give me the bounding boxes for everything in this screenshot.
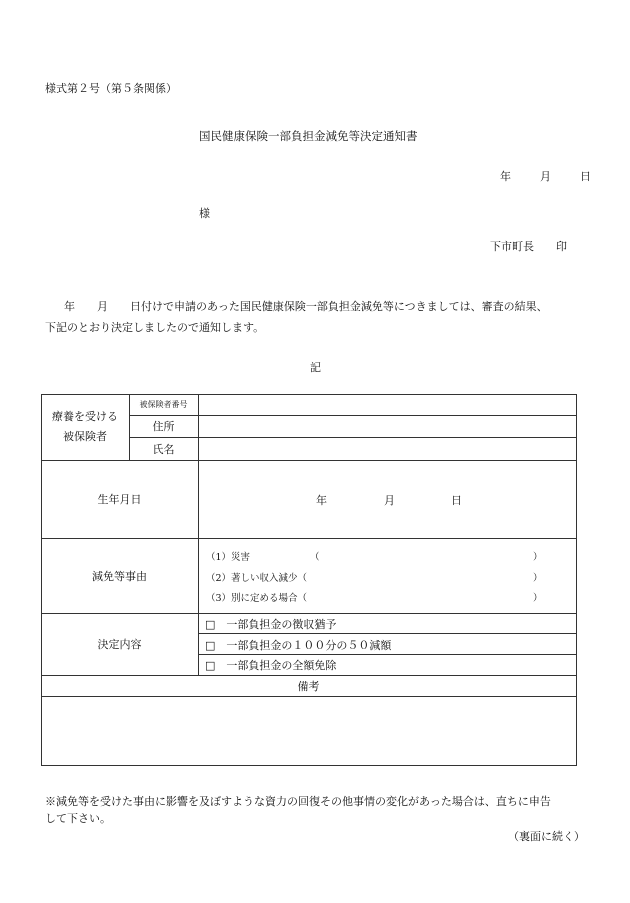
row-divider xyxy=(41,696,576,697)
reason-income: （2）著しい収入減少（ xyxy=(206,573,308,584)
reason-disaster-open: （ xyxy=(310,552,320,563)
continued-note: （裏面に続く） xyxy=(508,830,585,843)
reason-income-close: ） xyxy=(533,573,543,584)
issue-date xyxy=(500,168,591,184)
row-divider xyxy=(198,633,576,634)
footer-note-line2: して下さい。 xyxy=(45,812,111,825)
decision-option-half-reduction[interactable]: □ 一部負担金の１００分の５０減額 xyxy=(205,639,392,652)
insured-label-line2: 被保険者 xyxy=(63,430,107,443)
insured-label-line1: 療養を受ける xyxy=(52,410,118,423)
reason-disaster-close: ） xyxy=(533,552,543,563)
form-number: 様式第２号（第５条関係） xyxy=(45,82,177,95)
birth-label: 生年月日 xyxy=(97,493,142,506)
date-day: 日 xyxy=(580,170,591,183)
document-title: 国民健康保険一部負担金減免等決定通知書 xyxy=(199,129,418,143)
ki-heading: 記 xyxy=(310,361,321,374)
reason-other-close: ） xyxy=(533,593,543,604)
decision-label: 決定内容 xyxy=(97,638,142,651)
body-text-line1: 年 月 日付けで申請のあった国民健康保険一部負担金減免等につきましては、審査の結果、 xyxy=(64,300,548,313)
reason-disaster: （1）災害 xyxy=(206,552,251,563)
row-divider xyxy=(198,654,576,655)
date-year: 年 xyxy=(500,170,511,183)
reason-other: （3）別に定める場合（ xyxy=(206,593,308,604)
body-text-line2: 下記のとおり決定しましたので通知します。 xyxy=(45,321,265,334)
birth-month: 月 xyxy=(384,494,395,507)
remarks-label: 備考 xyxy=(297,679,320,693)
insured-number-label: 被保険者番号 xyxy=(139,400,188,409)
reason-label: 減免等事由 xyxy=(92,569,147,583)
decision-option-deferral[interactable]: □ 一部負担金の徴収猶予 xyxy=(205,618,337,631)
addressee-suffix: 様 xyxy=(199,207,210,220)
birth-day: 日 xyxy=(451,494,462,507)
col-divider xyxy=(198,394,199,675)
address-label: 住所 xyxy=(152,420,175,433)
birth-year: 年 xyxy=(316,494,327,507)
insured-label xyxy=(41,394,129,460)
name-label: 氏名 xyxy=(152,442,175,456)
date-month: 月 xyxy=(540,170,551,183)
footer-note-line1: ※減免等を受けた事由に影響を及ぼすような資力の回復その他事情の変化があった場合は、直ちに申告 xyxy=(45,795,551,808)
decision-option-full-exemption[interactable]: □ 一部負担金の全額免除 xyxy=(205,659,337,672)
issuer-seal: 下市町長 印 xyxy=(490,240,567,253)
